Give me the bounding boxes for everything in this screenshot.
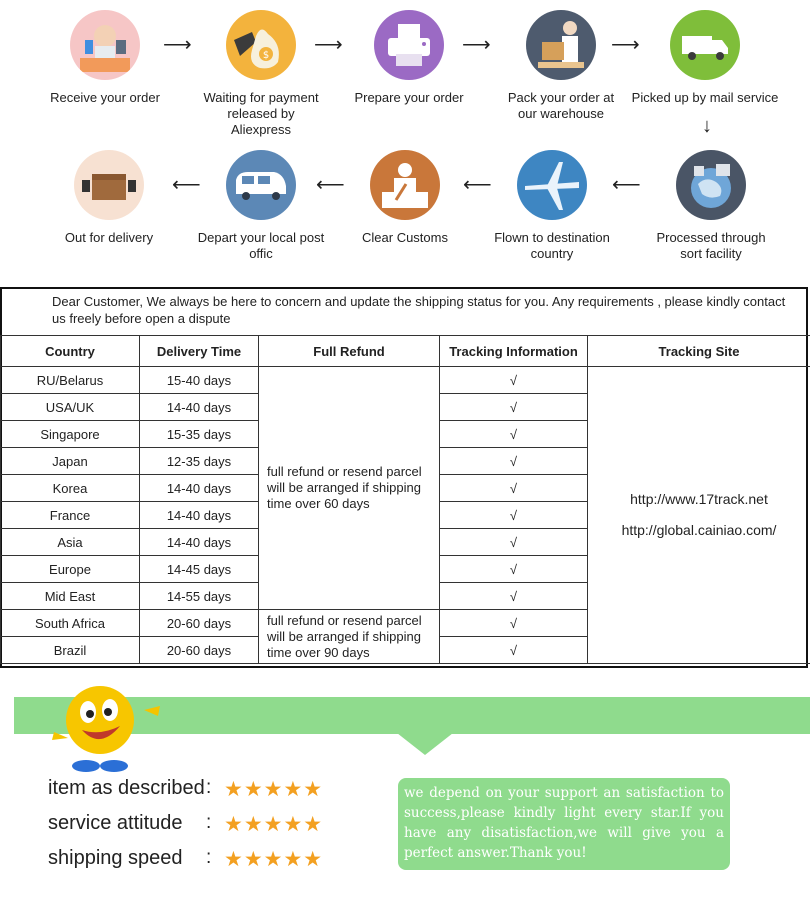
- tracking-check: √: [440, 529, 588, 556]
- delivery-time-cell: 20-60 days: [140, 637, 259, 664]
- header-tracking-information: Tracking Information: [440, 336, 588, 367]
- arrow-right-icon: ⟶: [163, 34, 192, 56]
- printer-icon: [374, 10, 444, 80]
- step-label: Out for delivery: [64, 230, 154, 245]
- country-cell: Korea: [1, 475, 140, 502]
- delivery-time-cell: 12-35 days: [140, 448, 259, 475]
- rating-label: item as described: [48, 777, 205, 799]
- delivery-time-cell: 14-55 days: [140, 583, 259, 610]
- delivery-time-cell: 20-60 days: [140, 610, 259, 637]
- country-cell: Brazil: [1, 637, 140, 664]
- tracking-check: √: [440, 367, 588, 394]
- tracking-check: √: [440, 394, 588, 421]
- svg-text:$: $: [262, 50, 270, 61]
- step-label: Prepare your order: [354, 90, 464, 105]
- step-pack-order: [486, 10, 636, 122]
- country-cell: South Africa: [1, 610, 140, 637]
- rating-label: service attitude: [48, 812, 183, 834]
- refund-60-cell: full refund or resend parcel will be arranged if shipping time over 60 days: [259, 367, 440, 610]
- arrow-left-icon: ⟵: [612, 174, 641, 196]
- step-label: Processed through sort facility: [656, 230, 766, 261]
- arrow-left-icon: ⟵: [172, 174, 201, 196]
- arrow-right-icon: ⟶: [462, 34, 491, 56]
- tracking-check: √: [440, 421, 588, 448]
- table-header-row: [1, 336, 810, 367]
- rating-colon: :: [206, 847, 212, 868]
- tracking-check: √: [440, 475, 588, 502]
- header-full-refund: Full Refund: [259, 336, 440, 367]
- globe-package-icon: [676, 150, 746, 220]
- rating-label: shipping speed: [48, 847, 183, 869]
- delivery-time-cell: 14-40 days: [140, 394, 259, 421]
- refund-90-cell: full refund or resend parcel will be arranged if shipping time over 90 days: [259, 610, 440, 664]
- step-label: Clear Customs: [362, 230, 448, 245]
- parcel-icon: [74, 150, 144, 220]
- step-out-for-delivery: [34, 150, 184, 246]
- delivery-time-cell: 15-40 days: [140, 367, 259, 394]
- country-cell: Japan: [1, 448, 140, 475]
- arrow-right-icon: ⟶: [611, 34, 640, 56]
- arrow-left-icon: ⟵: [463, 174, 492, 196]
- rating-colon: :: [206, 777, 212, 798]
- arrow-right-icon: ⟶: [314, 34, 343, 56]
- money-bag-icon: [226, 10, 296, 80]
- shipping-table: [0, 335, 810, 664]
- smiley-mascot-icon: [48, 680, 166, 775]
- banner-notch: [397, 733, 453, 755]
- customs-officer-icon: [370, 150, 440, 220]
- tracking-check: √: [440, 637, 588, 664]
- tracking-check: √: [440, 448, 588, 475]
- country-cell: RU/Belarus: [1, 367, 140, 394]
- country-cell: Asia: [1, 529, 140, 556]
- country-cell: Mid East: [1, 583, 140, 610]
- country-cell: Europe: [1, 556, 140, 583]
- step-prepare-order: [334, 10, 484, 106]
- tracking-check: √: [440, 556, 588, 583]
- step-label: Picked up by mail service: [631, 90, 779, 105]
- delivery-time-cell: 14-40 days: [140, 529, 259, 556]
- step-waiting-payment: [186, 10, 336, 138]
- thank-you-message: we depend on your support an satisfaction to success,please kindly light every star.If you have any disatisfaction,we will give you a perfect answer.Thank you!: [398, 778, 730, 870]
- country-cell: Singapore: [1, 421, 140, 448]
- step-picked-up: [629, 10, 781, 106]
- truck-icon: [670, 10, 740, 80]
- airplane-icon: [517, 150, 587, 220]
- tracking-site-link[interactable]: http://www.17track.net: [630, 491, 768, 507]
- packing-icon: [526, 10, 596, 80]
- tracking-sites-cell: [588, 367, 810, 664]
- delivery-time-cell: 14-45 days: [140, 556, 259, 583]
- step-receive-order: [30, 10, 180, 106]
- table-row: [1, 367, 810, 394]
- star-rating-icon[interactable]: ★★★★★: [224, 813, 324, 836]
- delivery-time-cell: 14-40 days: [140, 502, 259, 529]
- receive-order-icon: [70, 10, 140, 80]
- delivery-time-cell: 14-40 days: [140, 475, 259, 502]
- step-flown: [477, 150, 627, 262]
- step-depart-post-office: [186, 150, 336, 262]
- tracking-site-link[interactable]: http://global.cainiao.com/: [621, 522, 777, 538]
- step-customs: [330, 150, 480, 246]
- header-country: Country: [1, 336, 140, 367]
- step-label: Waiting for payment released by Aliexpress: [203, 90, 319, 137]
- van-icon: [226, 150, 296, 220]
- tracking-check: √: [440, 502, 588, 529]
- arrow-down-icon: ↓: [702, 115, 712, 137]
- step-sort-facility: [636, 150, 786, 262]
- country-cell: USA/UK: [1, 394, 140, 421]
- header-tracking-site: Tracking Site: [588, 336, 810, 367]
- step-label: Pack your order at our warehouse: [507, 90, 615, 121]
- header-delivery-time: Delivery Time: [140, 336, 259, 367]
- country-cell: France: [1, 502, 140, 529]
- step-label: Flown to destination country: [494, 230, 610, 261]
- arrow-left-icon: ⟵: [316, 174, 345, 196]
- delivery-time-cell: 15-35 days: [140, 421, 259, 448]
- star-rating-icon[interactable]: ★★★★★: [224, 848, 324, 871]
- tracking-check: √: [440, 583, 588, 610]
- shipping-notice: Dear Customer, We always be here to concern and update the shipping status for you. Any requirements , please kindly contact us freely before open a dispute: [52, 294, 786, 326]
- step-label: Depart your local post offic: [197, 230, 325, 261]
- rating-colon: :: [206, 812, 212, 833]
- tracking-check: √: [440, 610, 588, 637]
- star-rating-icon[interactable]: ★★★★★: [224, 778, 324, 801]
- step-label: Receive your order: [50, 90, 160, 105]
